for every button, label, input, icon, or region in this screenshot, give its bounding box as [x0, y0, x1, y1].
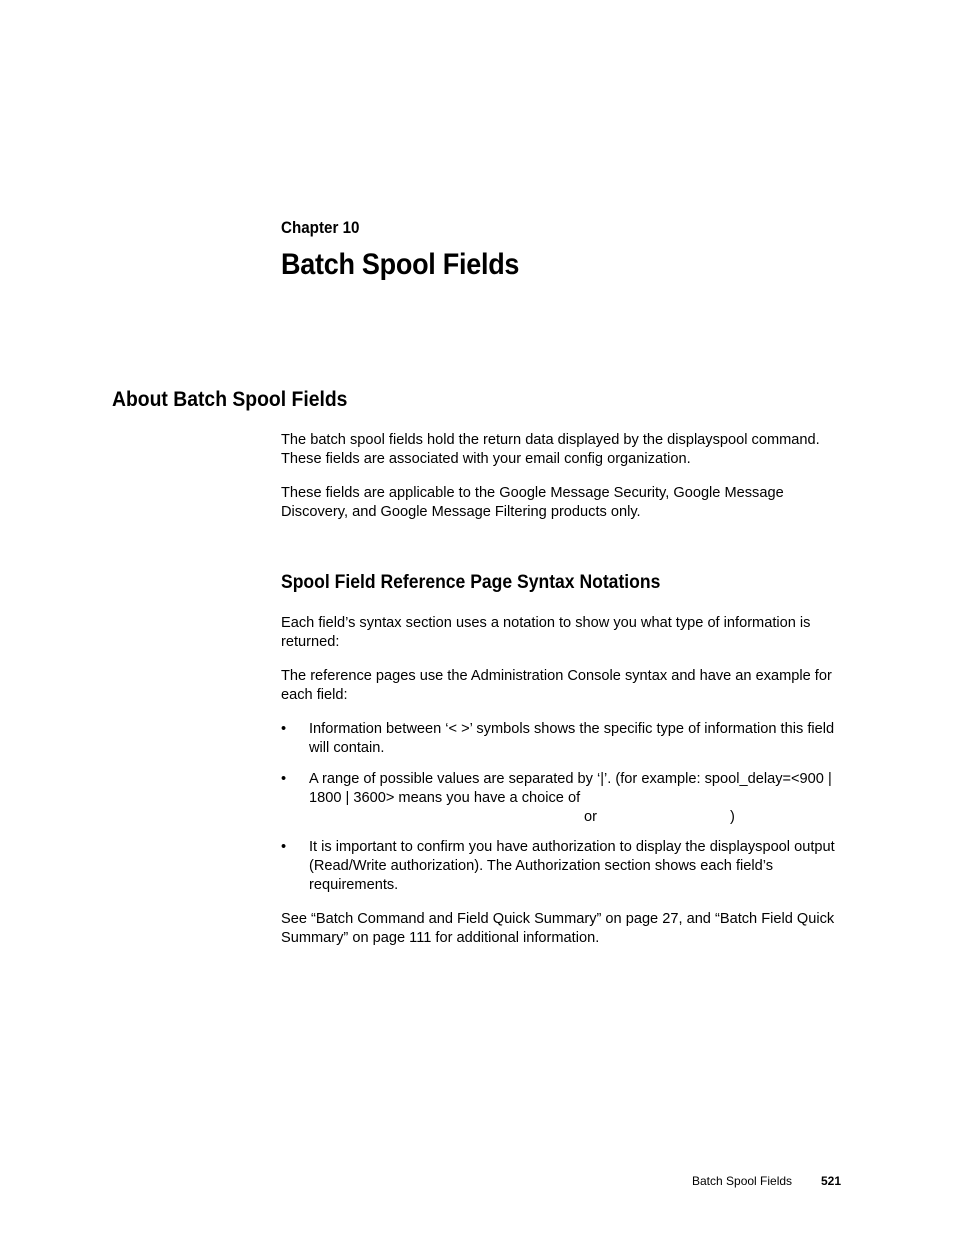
chapter-title: Batch Spool Fields	[281, 248, 520, 281]
list-item-close-paren: )	[730, 809, 735, 825]
list-item	[281, 770, 846, 830]
section-heading-about: About Batch Spool Fields	[112, 387, 348, 411]
about-paragraph-1: The batch spool fields hold the return data displayed by the displayspool command. These fields are associated with your email config organization.	[281, 432, 820, 467]
syntax-paragraph-2: The reference pages use the Administration Console syntax and have an example for each field:	[281, 668, 832, 703]
page-number: 521	[821, 1174, 842, 1188]
list-item-text: It is important to confirm you have authorization to display the displayspool output (Read/Write authorization). The Authorization section shows each field’s requirements.	[309, 839, 835, 893]
syntax-paragraph-1: Each field’s syntax section uses a notation to show you what type of information is returned:	[281, 615, 811, 650]
chapter-label: Chapter 10	[281, 219, 360, 237]
section-heading-syntax: Spool Field Reference Page Syntax Notations	[281, 571, 661, 593]
list-item-or-text: or	[584, 809, 597, 825]
bullet-icon: •	[281, 771, 287, 787]
about-paragraph-2: These fields are applicable to the Google Message Security, Google Message Discovery, and Google Message Filtering products only.	[281, 485, 784, 520]
list-item-text: A range of possible values are separated by ‘|’. (for example: spool_delay=<900 | 1800 | 3600> means you have a choice of	[309, 771, 832, 806]
footer-title: Batch Spool Fields	[692, 1174, 793, 1188]
see-also-paragraph: See “Batch Command and Field Quick Summary” on page 27, and “Batch Field Quick Summary” on page 111 for additional information.	[281, 911, 835, 946]
list-item-text: Information between ‘< >’ symbols shows the specific type of information this field will contain.	[309, 721, 835, 756]
bullet-icon: •	[281, 839, 287, 855]
bullet-icon: •	[281, 721, 287, 737]
